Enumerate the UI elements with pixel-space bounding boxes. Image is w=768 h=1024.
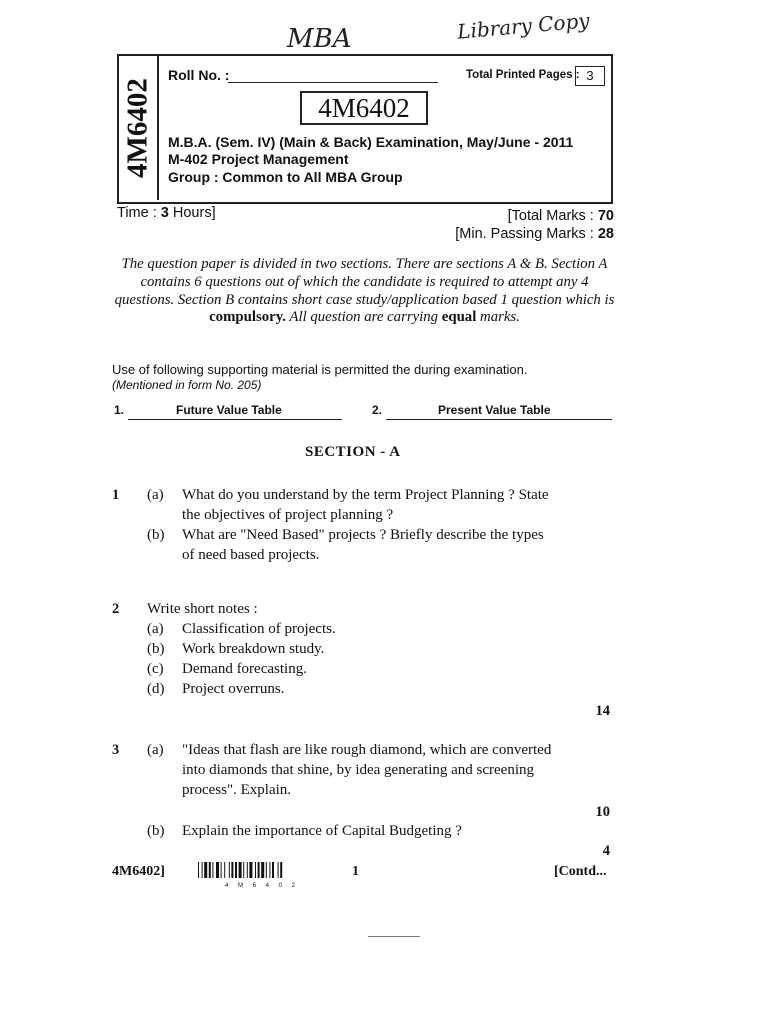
total-pages-value: 3 bbox=[575, 66, 605, 86]
barcode-bar bbox=[258, 862, 260, 878]
handwritten-mba: MBA bbox=[287, 24, 352, 54]
time-label: Time : bbox=[117, 205, 157, 221]
q1b-line-1: What are "Need Based" projects ? Briefly describe the types bbox=[182, 527, 544, 543]
q2-number: 2 bbox=[112, 601, 120, 617]
roll-number-field[interactable] bbox=[228, 82, 438, 83]
instructions-text-1: The question paper is divided in two sections. There are sections A & B. Section A contains 6 questions out of which the candidate is required to attempt any 4 questions. Section B contains short case study/application based 1 question which is bbox=[114, 256, 615, 308]
instructions-text-3: marks. bbox=[480, 309, 520, 326]
q3a-marks: 10 bbox=[595, 804, 610, 820]
q2b-text: Work breakdown study. bbox=[182, 641, 325, 657]
q3a-label: (a) bbox=[147, 742, 164, 758]
barcode-bar bbox=[229, 862, 230, 878]
barcode-bar bbox=[255, 862, 256, 878]
support-item-2-label: Present Value Table bbox=[438, 403, 551, 417]
q2c-text: Demand forecasting. bbox=[182, 661, 307, 677]
barcode-bar bbox=[239, 862, 242, 878]
q2a-label: (a) bbox=[147, 621, 164, 637]
barcode-bar bbox=[266, 862, 267, 878]
q2b-label: (b) bbox=[147, 641, 165, 657]
footer-paper-code: 4M6402] bbox=[112, 864, 165, 879]
q2d-text: Project overruns. bbox=[182, 681, 285, 697]
q3a-line-1: "Ideas that flash are like rough diamond, which are converted bbox=[182, 742, 552, 758]
q3b-marks: 4 bbox=[602, 843, 610, 859]
barcode-bar bbox=[212, 862, 213, 878]
scan-mark bbox=[368, 936, 420, 937]
footer-continued: [Contd... bbox=[554, 864, 607, 879]
barcode-bar bbox=[269, 862, 270, 878]
q2c-label: (c) bbox=[147, 661, 164, 677]
footer-page-number: 1 bbox=[352, 864, 359, 879]
paper-code-box: 4M6402 bbox=[300, 91, 428, 125]
exam-group: Group : Common to All MBA Group bbox=[168, 169, 403, 185]
barcode-bar bbox=[204, 862, 207, 878]
barcode-bar bbox=[261, 862, 264, 878]
q1b-label: (b) bbox=[147, 527, 165, 543]
barcode-text: 4 M 6 4 0 2 bbox=[224, 883, 300, 889]
marks-info bbox=[455, 207, 614, 243]
q3a-line-2: into diamonds that shine, by idea generating and screening bbox=[182, 762, 534, 778]
passing-marks bbox=[455, 225, 614, 243]
support-item-1-underline bbox=[128, 419, 342, 420]
q2-intro: Write short notes : bbox=[147, 601, 258, 617]
instructions-paragraph bbox=[112, 256, 617, 327]
q3b-label: (b) bbox=[147, 823, 165, 839]
side-paper-code bbox=[119, 56, 159, 200]
exam-subject: M-402 Project Management bbox=[168, 151, 349, 167]
q3-number: 3 bbox=[112, 742, 120, 758]
time-unit: Hours] bbox=[172, 205, 216, 221]
barcode-bar bbox=[247, 862, 248, 878]
barcode-bar bbox=[243, 862, 244, 878]
barcode-bar bbox=[198, 862, 199, 878]
time-allowed bbox=[117, 205, 216, 221]
supporting-material-line: Use of following supporting material is permitted the during examination. bbox=[112, 362, 528, 377]
q3b-text: Explain the importance of Capital Budgeting ? bbox=[182, 823, 462, 839]
instructions-emphasis-compulsory: compulsory. bbox=[209, 309, 286, 326]
q1a-label: (a) bbox=[147, 487, 164, 503]
q1b-line-2: of need based projects. bbox=[182, 547, 320, 563]
supporting-material-note: (Mentioned in form No. 205) bbox=[112, 378, 262, 392]
support-item-1-label: Future Value Table bbox=[176, 403, 282, 417]
side-paper-code-text: 4M6402 bbox=[121, 78, 154, 178]
barcode-bar bbox=[249, 862, 252, 878]
support-item-2-underline bbox=[386, 419, 612, 420]
passing-marks-value: 28 bbox=[597, 226, 614, 242]
instructions-emphasis-equal: equal bbox=[441, 309, 477, 326]
total-marks-value: 70 bbox=[597, 208, 614, 224]
barcode-bar bbox=[280, 862, 282, 878]
q2-marks: 14 bbox=[595, 703, 610, 719]
total-marks-label: [Total Marks : bbox=[507, 208, 594, 224]
section-heading: SECTION - A bbox=[305, 444, 401, 460]
support-item-2-num: 2. bbox=[372, 403, 383, 417]
barcode-bar bbox=[235, 862, 237, 878]
barcode-bar bbox=[224, 862, 225, 878]
barcode-bar bbox=[278, 862, 279, 878]
q1a-line-2: the objectives of project planning ? bbox=[182, 507, 394, 523]
barcode-bar bbox=[202, 862, 203, 878]
barcode bbox=[198, 862, 326, 889]
total-pages-label: Total Printed Pages : bbox=[466, 69, 580, 81]
handwritten-library-copy: Library Copy bbox=[456, 8, 591, 44]
barcode-bar bbox=[231, 862, 233, 878]
barcode-bar bbox=[209, 862, 211, 878]
q1a-line-1: What do you understand by the term Project Planning ? State bbox=[182, 487, 549, 503]
exam-title: M.B.A. (Sem. IV) (Main & Back) Examination, May/June - 2011 bbox=[168, 134, 574, 150]
roll-number-label: Roll No. : bbox=[168, 67, 230, 83]
barcode-bars bbox=[198, 862, 326, 878]
barcode-bar bbox=[216, 862, 219, 878]
barcode-bar bbox=[221, 862, 222, 878]
time-value: 3 bbox=[160, 205, 169, 221]
barcode-bar bbox=[272, 862, 274, 878]
q1-number: 1 bbox=[112, 487, 120, 503]
passing-marks-label: [Min. Passing Marks : bbox=[455, 226, 594, 242]
instructions-text-2: All question are carrying bbox=[289, 309, 439, 326]
total-marks bbox=[455, 207, 614, 225]
q2a-text: Classification of projects. bbox=[182, 621, 336, 637]
q2d-label: (d) bbox=[147, 681, 165, 697]
support-item-1-num: 1. bbox=[114, 403, 125, 417]
q3a-line-3: process". Explain. bbox=[182, 782, 292, 798]
